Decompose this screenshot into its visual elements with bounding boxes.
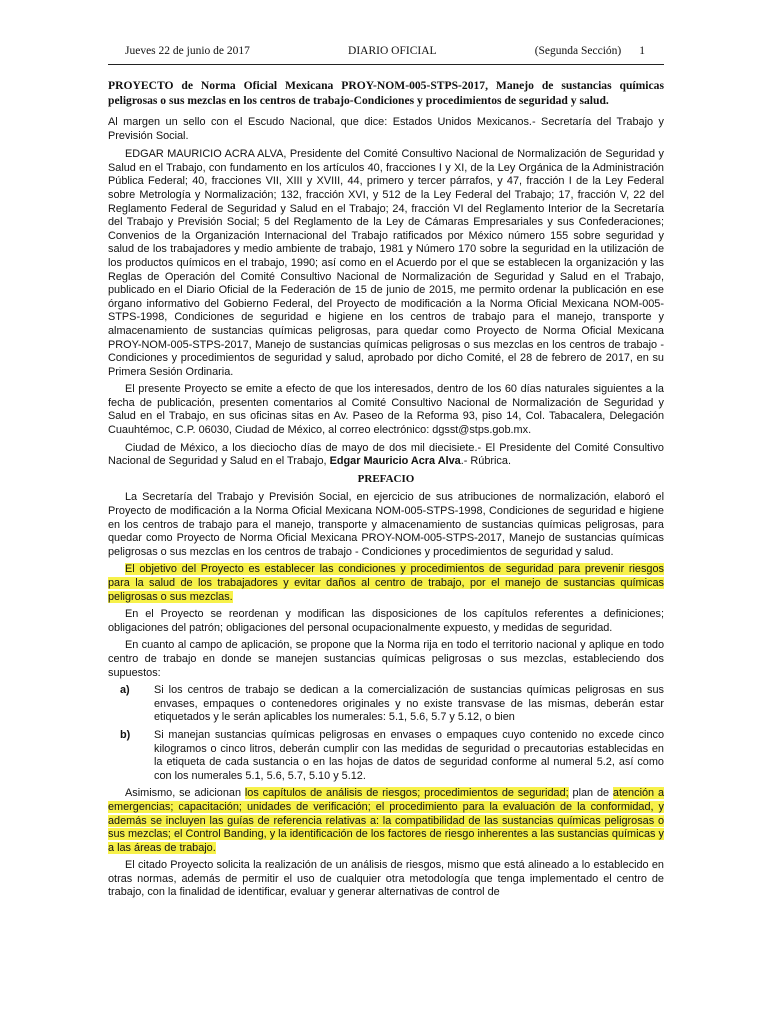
preamble-paragraph: EDGAR MAURICIO ACRA ALVA, Presidente del Comité Consultivo Nacional de Normalización de Seguridad y Salud en el Trabajo, con fundamento en los artículos 40, fracciones I y XI, de la Ley Orgánica de la Administración Pública Federal; 40, fracciones VII, XIII y XVIII, 44, primero y tercer párrafos, y 47, fracción I de la Ley Federal sobre Metrología y Normalización; 132, fracción XVI, y 512 de la Ley Federal del Trabajo; 17, fracción V, 22 del Reglamento Federal de Seguridad y Salud en el Trabajo; 24, fracción VI del Reglamento Interior de la Secretaría del Trabajo y Previsión Social; 5 del Reglamento de la Ley de Cámaras Empresariales y sus Confederaciones; Convenios de la Organización Internacional del Trabajo ratificados por México número 155 sobre seguridad y salud de los trabajadores y medio ambiente de trabajo, 1981 y Número 170 sobre la seguridad en la utilización de los productos químicos en el trabajo, 1990; así como en el Acuerdo por el que se establecen la organización y las Reglas de Operación del Comité Consultivo Nacional de Normalización de Seguridad y Salud en el Trabajo, publicado en el Diario Oficial de la Federación de 15 de junio de 2015, me permito ordenar la publicación en ese órgano informativo del Gobierno Federal, del Proyecto de modificación a la Norma Oficial Mexicana NOM-005-STPS-1998, Condiciones de seguridad e higiene en los centros de trabajo para el manejo, transporte y almacenamiento de sustancias químicas peligrosas, para quedar como Proyecto de Norma Oficial Mexicana PROY-NOM-005-STPS-2017, Manejo de sustancias químicas peligrosas o sus mezclas en los centros de trabajo - Condiciones y procedimientos de seguridad y salud, aprobado por dicho Comité, el 28 de febrero de 2017, en su Primera Sesión Ordinaria. bbox=[108, 148, 664, 378]
header-page-number: 1 bbox=[639, 45, 645, 57]
objective-paragraph bbox=[108, 563, 664, 604]
additions-paragraph bbox=[108, 787, 664, 855]
header-section-group bbox=[535, 45, 645, 57]
list-item-label: a) bbox=[120, 684, 130, 697]
header-publication: DIARIO OFICIAL bbox=[348, 45, 437, 57]
signature-suffix: .- Rúbrica. bbox=[460, 455, 511, 468]
list-item-text: Si manejan sustancias químicas peligrosas en envases o empaques cuyo contenido no excede cinco kilogramos o cinco litros, deberán cumplir con las medidas de seguridad o precautorias establecidas en la etiqueta de cada sustancia o en las hojas de datos de seguridad conforme al numeral 5.2, así como con los numerales 5.1, 5.6, 5.7, 5.10 y 5.12. bbox=[154, 728, 664, 782]
signature-text: Ciudad de México, a los dieciocho días de mayo de dos mil diecisiete.- El Presidente del Comité Consultivo Nacional de Seguridad y Salud en el Trabajo, bbox=[108, 441, 664, 468]
seal-note: Al margen un sello con el Escudo Nacional, que dice: Estados Unidos Mexicanos.- Secretaría del Trabajo y Previsión Social. bbox=[108, 116, 664, 142]
document-body bbox=[108, 116, 664, 904]
document-title: PROYECTO de Norma Oficial Mexicana PROY-NOM-005-STPS-2017, Manejo de sustancias químicas peligrosas o sus mezclas en los centros de trabajo-Condiciones y procedimientos de seguridad y salud. bbox=[108, 79, 664, 107]
risk-analysis-paragraph: El citado Proyecto solicita la realización de un análisis de riesgos, mismo que está alineado a lo establecido en otras normas, además de permitir el uso de cualquier otra metodología que tenga implementado el centro de trabajo, con la finalidad de identificar, evaluar y generar alternativas de control de bbox=[108, 859, 664, 899]
additions-highlight-1: los capítulos de análisis de riesgos; procedimientos de seguridad; bbox=[244, 787, 569, 800]
objective-highlight: El objetivo del Proyecto es establecer las condiciones y procedimientos de seguridad para prevenir riesgos para la salud de los trabajadores y evitar daños al centro de trabajo, por el manejo de sustancias químicas peligrosas o sus mezclas. bbox=[108, 563, 664, 603]
signatory-name: Edgar Mauricio Acra Alva bbox=[329, 455, 461, 468]
additions-highlight-2: atención a emergencias; capacitación; unidades de verificación; el procedimiento para la evaluación de la conformidad, y además se incluyen las guías de referencia relativas a: la compatibilidad de las sustancias químicas peligrosas o sus mezclas; el Control Banding, y la identificación de los factores de riesgo inherentes a las sustancias químicas y a las áreas de trabajo. bbox=[108, 787, 664, 854]
page-header bbox=[125, 45, 645, 57]
prefacio-paragraph-1: La Secretaría del Trabajo y Previsión Social, en ejercicio de sus atribuciones de normalización, elaboró el Proyecto de modificación a la Norma Oficial Mexicana NOM-005-STPS-1998, Condiciones de seguridad e higiene en los centros de trabajo para el manejo, transporte y almacenamiento de sustancias químicas peligrosas, para quedar como Proyecto de Norma Oficial Mexicana PROY-NOM-005-STPS-2017, Manejo de sustancias químicas peligrosas o sus mezclas en los centros de trabajo - Condiciones y procedimientos de seguridad y salud. bbox=[108, 491, 664, 558]
header-date: Jueves 22 de junio de 2017 bbox=[125, 45, 250, 57]
list-item bbox=[108, 684, 664, 725]
list-item-text: Si los centros de trabajo se dedican a la comercialización de sustancias químicas peligrosas en sus envases, empaques o contenedores originales y no existe transvase de las mismas, deberán estar etiquetados y le serán aplicables los numerales: 5.1, 5.6, 5.7 y 5.12, o bien bbox=[154, 684, 664, 724]
header-rule bbox=[108, 64, 664, 65]
comment-period-paragraph: El presente Proyecto se emite a efecto de que los interesados, dentro de los 60 días naturales siguientes a la fecha de publicación, presenten comentarios al Comité Consultivo Nacional de Normalización de Seguridad y Salud en el Trabajo, en sus oficinas sitas en Av. Paseo de la Reforma 93, piso 14, Col. Tabacalera, Delegación Cuauhtémoc, C.P. 06030, Ciudad de México, al correo electrónico: dgsst@stps.gob.mx. bbox=[108, 383, 664, 437]
scope-paragraph: En cuanto al campo de aplicación, se propone que la Norma rija en todo el territorio nacional y aplique en todo centro de trabajo en donde se manejen sustancias químicas peligrosas o sus mezclas, estableciendo dos supuestos: bbox=[108, 639, 664, 679]
additions-plain: plan de bbox=[568, 787, 613, 800]
prefacio-heading: PREFACIO bbox=[357, 472, 415, 485]
reorder-paragraph: En el Proyecto se reordenan y modifican las disposiciones de los capítulos referentes a definiciones; obligaciones del patrón; obligaciones del personal ocupacionalmente expuesto, y medidas de seguridad. bbox=[108, 608, 664, 634]
list-item-label: b) bbox=[120, 728, 131, 741]
list-item bbox=[108, 729, 664, 783]
additions-lead: Asimismo, se adicionan bbox=[125, 787, 245, 800]
header-section: (Segunda Sección) bbox=[534, 45, 622, 57]
signature-paragraph bbox=[108, 442, 664, 469]
